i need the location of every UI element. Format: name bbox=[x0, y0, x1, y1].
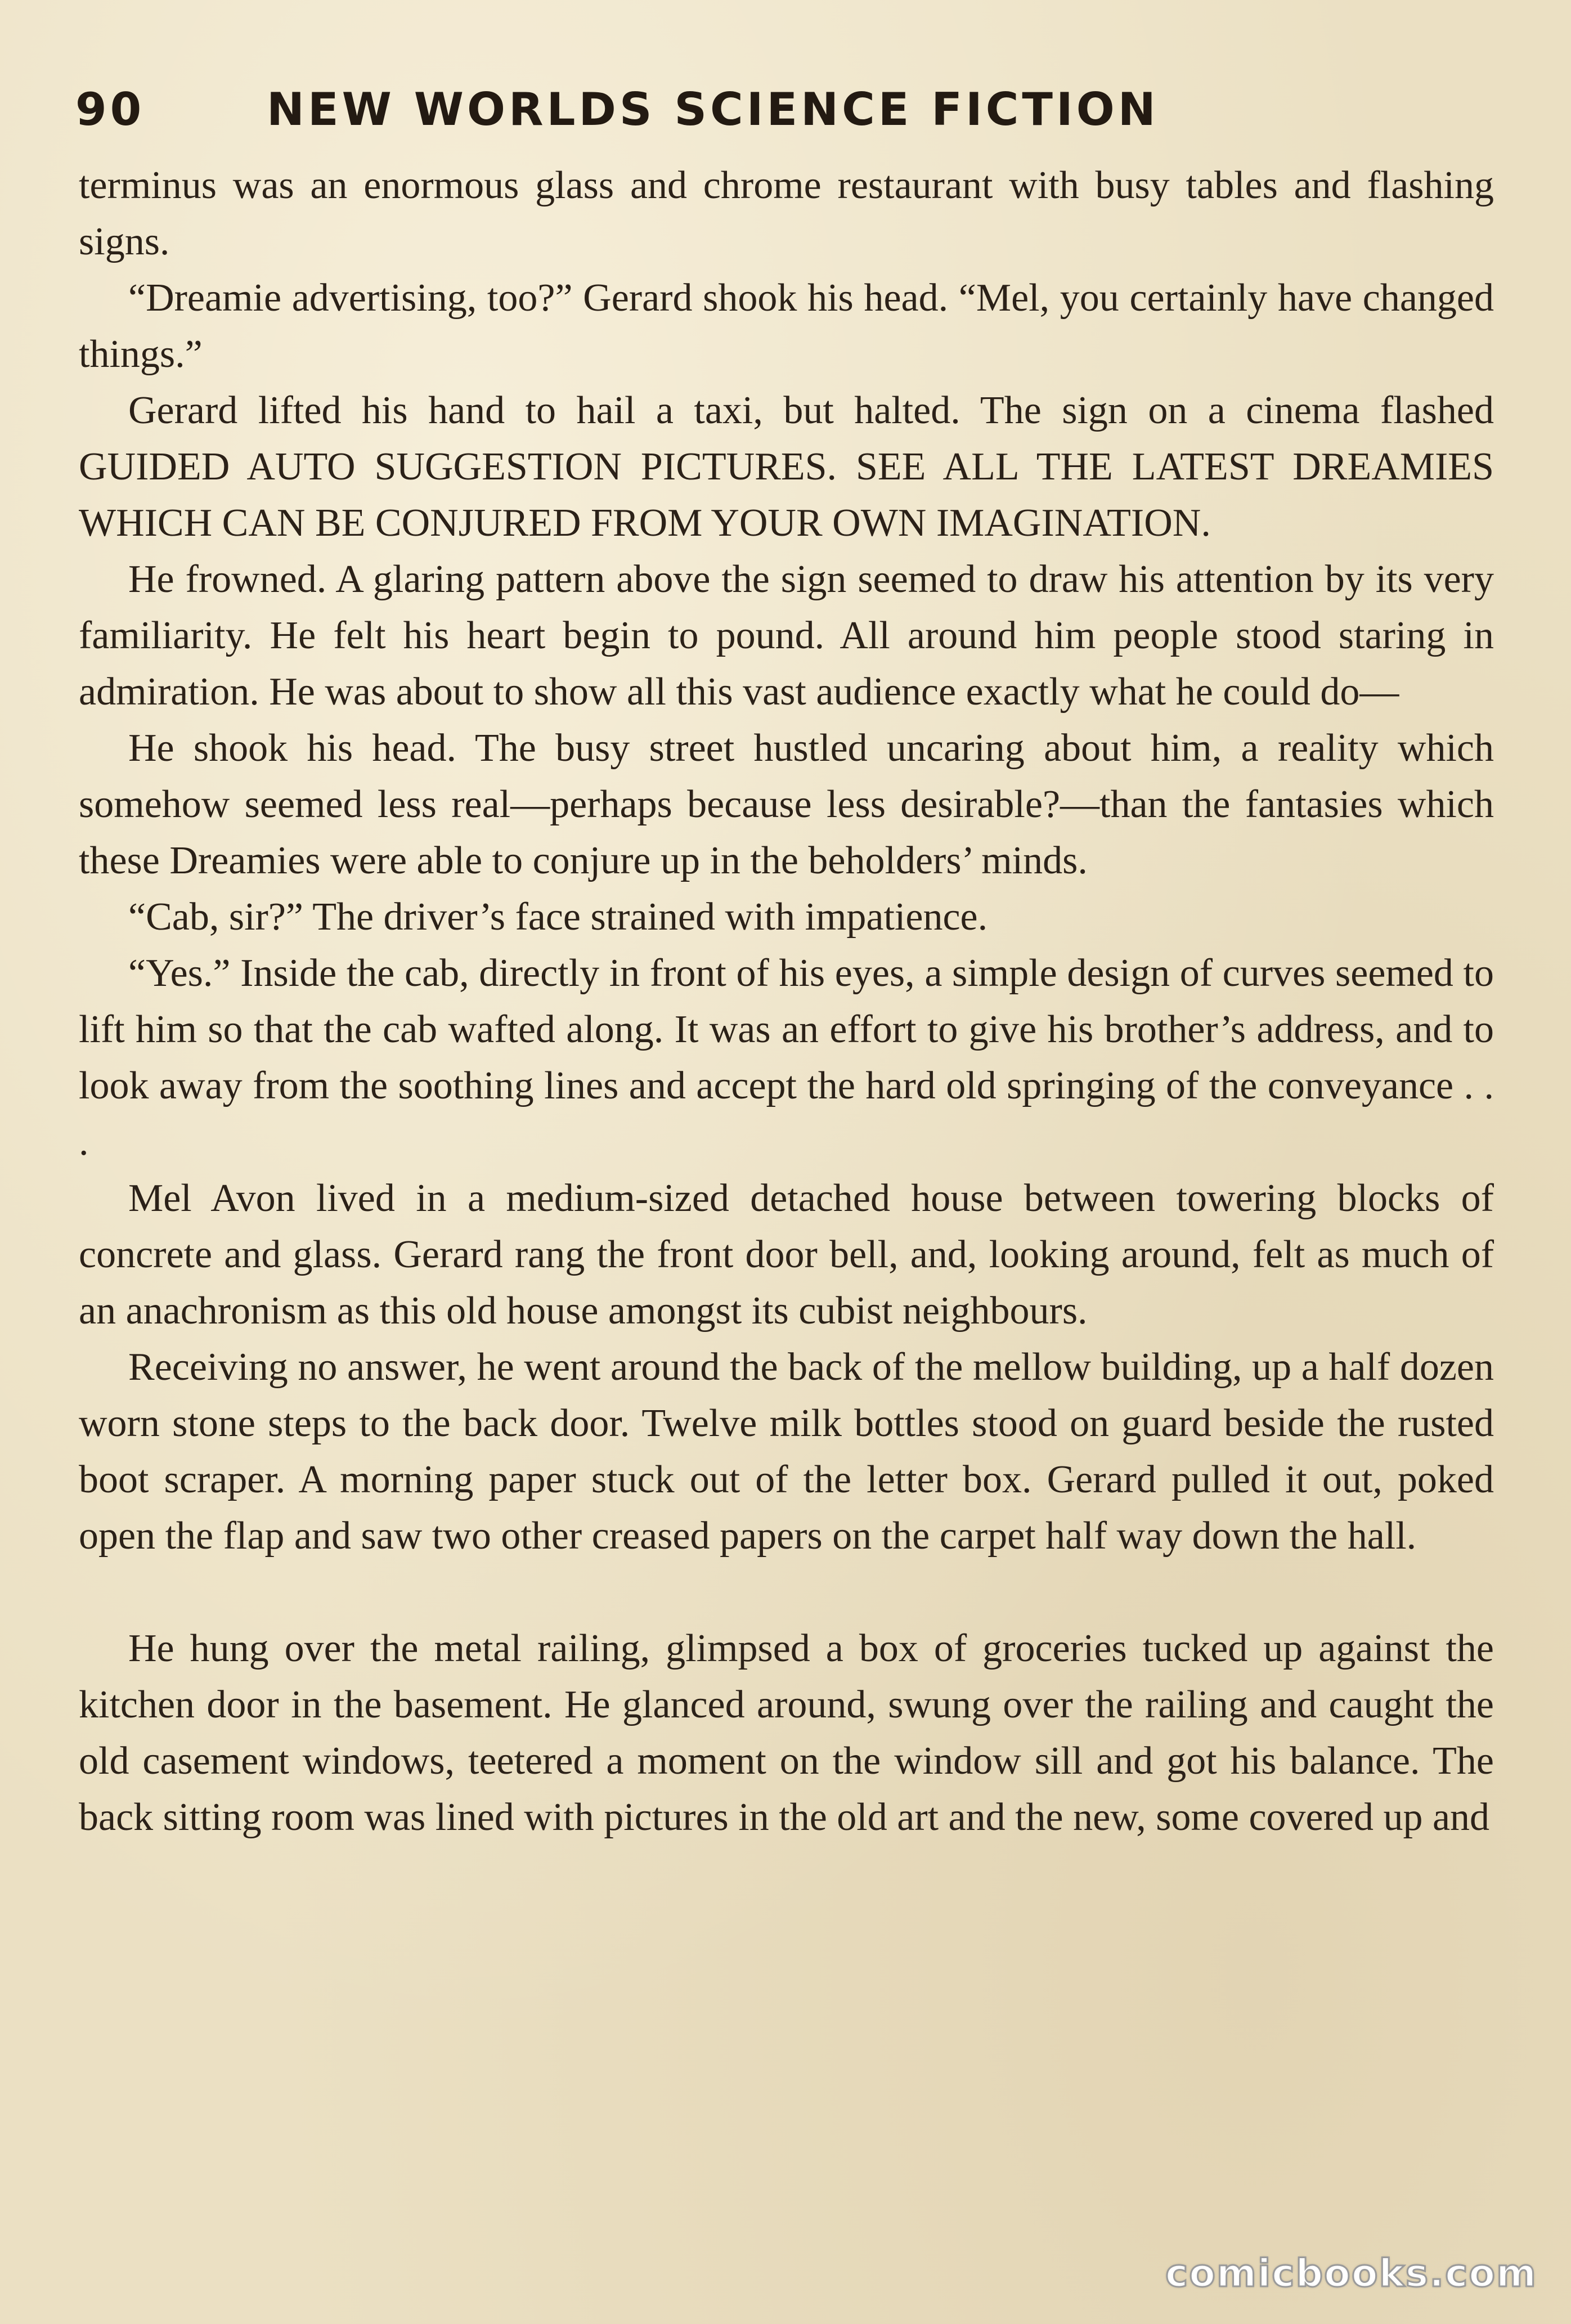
paragraph: Mel Avon lived in a medium-sized detached house between towering blocks of concrete and glass. Gerard rang the front door bell, and, looking around, felt as much of an anachronism as this old house amongst its cubist neighbours. bbox=[79, 1177, 1494, 1333]
paragraph: Receiving no answer, he went around the back of the mellow building, up a half dozen worn stone steps to the back door. Twelve milk bottles stood on guard beside the rusted boot scraper. A morning paper stuck out of the letter box. Gerard pulled it out, poked open the flap and saw two other creased papers on the carpet half way down the hall. bbox=[79, 1345, 1494, 1558]
watermark: comicbooks.com bbox=[1165, 2251, 1537, 2296]
paragraph: He shook his head. The busy street hustled uncaring about him, a reality which somehow seemed less real—perhaps because less desirable?—than the fantasies which these Dreamies were able to conjure up in the beholders’ minds. bbox=[79, 726, 1494, 882]
paragraph: Gerard lifted his hand to hail a taxi, but halted. The sign on a cinema flashed GUIDED AUTO SUGGESTION PICTURES. SEE ALL THE LATEST DREAMIES WHICH CAN BE CONJURED FROM YOUR OWN IMAGINATION. bbox=[79, 389, 1494, 545]
paragraph: He hung over the metal railing, glimpsed a box of groceries tucked up against the kitchen door in the basement. He glanced around, swung over the railing and caught the old casement windows, teetered a moment on the window sill and got his balance. The back sitting room was lined with pictures in the old art and the new, some covered up and bbox=[79, 1627, 1494, 1839]
paragraph: “Yes.” Inside the cab, directly in front of his eyes, a simple design of curves seemed to lift him so that the cab wafted along. It was an effort to give his brother’s address, and to look away from the soothing lines and accept the hard old springing of the conveyance . . . bbox=[79, 952, 1494, 1164]
paragraph: terminus was an enormous glass and chrome restaurant with busy tables and flashing signs. bbox=[79, 164, 1494, 263]
paragraph: “Dreamie advertising, too?” Gerard shook his head. “Mel, you certainly have changed things.” bbox=[79, 276, 1494, 376]
page-number: 90 bbox=[75, 83, 145, 136]
page-header bbox=[75, 79, 1493, 141]
paragraph: He frowned. A glaring pattern above the sign seemed to draw his attention by its very familiarity. He felt his heart begin to pound. All around him people stood staring in admiration. He was about to show all this vast audience exactly what he could do— bbox=[79, 558, 1494, 714]
story-text bbox=[79, 158, 1494, 1846]
running-title: NEW WORLDS SCIENCE FICTION bbox=[267, 83, 1159, 136]
paragraph: “Cab, sir?” The driver’s face strained with impatience. bbox=[128, 895, 988, 939]
